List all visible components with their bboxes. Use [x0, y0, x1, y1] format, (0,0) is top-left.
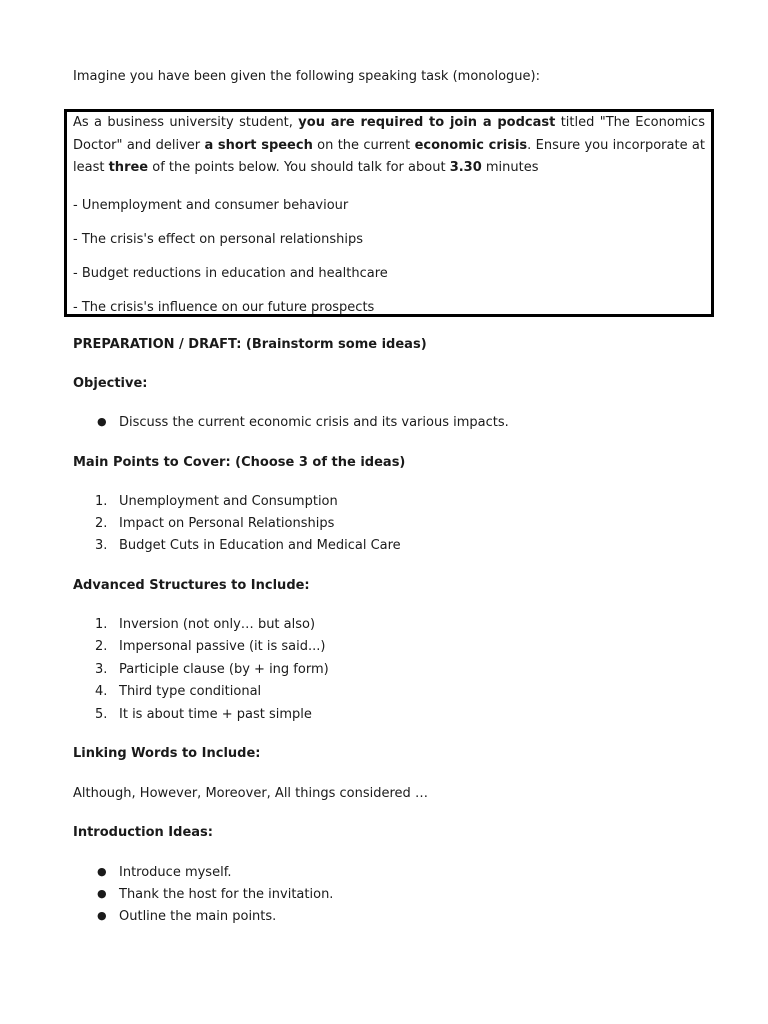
linking-words: Although, However, Moreover, All things considered …	[73, 786, 428, 801]
number-marker: 4.	[95, 684, 108, 699]
introduction-item-text: Introduce myself.	[119, 865, 232, 880]
task-segment: on the current	[312, 137, 415, 153]
task-segment: As a business university student,	[73, 115, 299, 130]
task-segment: of the points below. You should talk for about	[148, 160, 450, 175]
structure-text: It is about time + past simple	[119, 707, 312, 722]
task-segment: titled "The Economics Doctor" and deliver	[73, 115, 705, 153]
structure-text: Impersonal passive (it is said...)	[119, 639, 326, 654]
preparation-heading: PREPARATION / DRAFT: (Brainstorm some ideas)	[73, 337, 427, 352]
linking-heading: Linking Words to Include:	[73, 746, 261, 761]
task-segment-bold: three	[108, 160, 149, 175]
task-point: - The crisis's influence on our future prospects	[73, 300, 375, 315]
task-segment: minutes	[481, 160, 539, 175]
intro-text: Imagine you have been given the following speaking task (monologue):	[73, 69, 540, 84]
task-point: - Budget reductions in education and healthcare	[73, 266, 388, 281]
main-point-text: Impact on Personal Relationships	[119, 516, 335, 531]
structure-text: Third type conditional	[119, 684, 262, 699]
task-segment-bold: you are required to join a podcast	[298, 115, 556, 130]
number-marker: 2.	[95, 639, 108, 654]
task-segment-bold: a short speech	[204, 137, 313, 153]
structure-text: Inversion (not only… but also)	[119, 617, 316, 632]
task-segment-bold: 3.30	[449, 160, 482, 175]
objective-item-text: Discuss the current economic crisis and its various impacts.	[119, 415, 509, 430]
structures-heading: Advanced Structures to Include:	[73, 578, 310, 593]
task-point: - The crisis's effect on personal relationships	[73, 232, 363, 247]
task-segment: . Ensure you incorporate at least	[73, 137, 705, 175]
task-box	[64, 109, 714, 317]
number-marker: 5.	[95, 707, 108, 722]
bullet-marker: ●	[97, 887, 107, 900]
objective-heading: Objective:	[73, 376, 148, 391]
task-point: - Unemployment and consumer behaviour	[73, 198, 349, 213]
introduction-item-text: Thank the host for the invitation.	[119, 887, 334, 902]
task-segment-bold: economic crisis	[414, 137, 528, 153]
introduction-item-text: Outline the main points.	[119, 909, 277, 924]
main-point-text: Unemployment and Consumption	[119, 494, 338, 509]
number-marker: 3.	[95, 538, 108, 553]
introduction-heading: Introduction Ideas:	[73, 825, 213, 840]
number-marker: 1.	[95, 494, 108, 509]
number-marker: 2.	[95, 516, 108, 531]
task-description	[73, 112, 705, 180]
bullet-marker: ●	[97, 865, 107, 878]
main-points-heading: Main Points to Cover: (Choose 3 of the ideas)	[73, 455, 406, 470]
number-marker: 3.	[95, 662, 108, 677]
bullet-marker: ●	[97, 415, 107, 428]
main-point-text: Budget Cuts in Education and Medical Care	[119, 538, 401, 553]
structure-text: Participle clause (by + ing form)	[119, 662, 329, 677]
bullet-marker: ●	[97, 909, 107, 922]
number-marker: 1.	[95, 617, 108, 632]
